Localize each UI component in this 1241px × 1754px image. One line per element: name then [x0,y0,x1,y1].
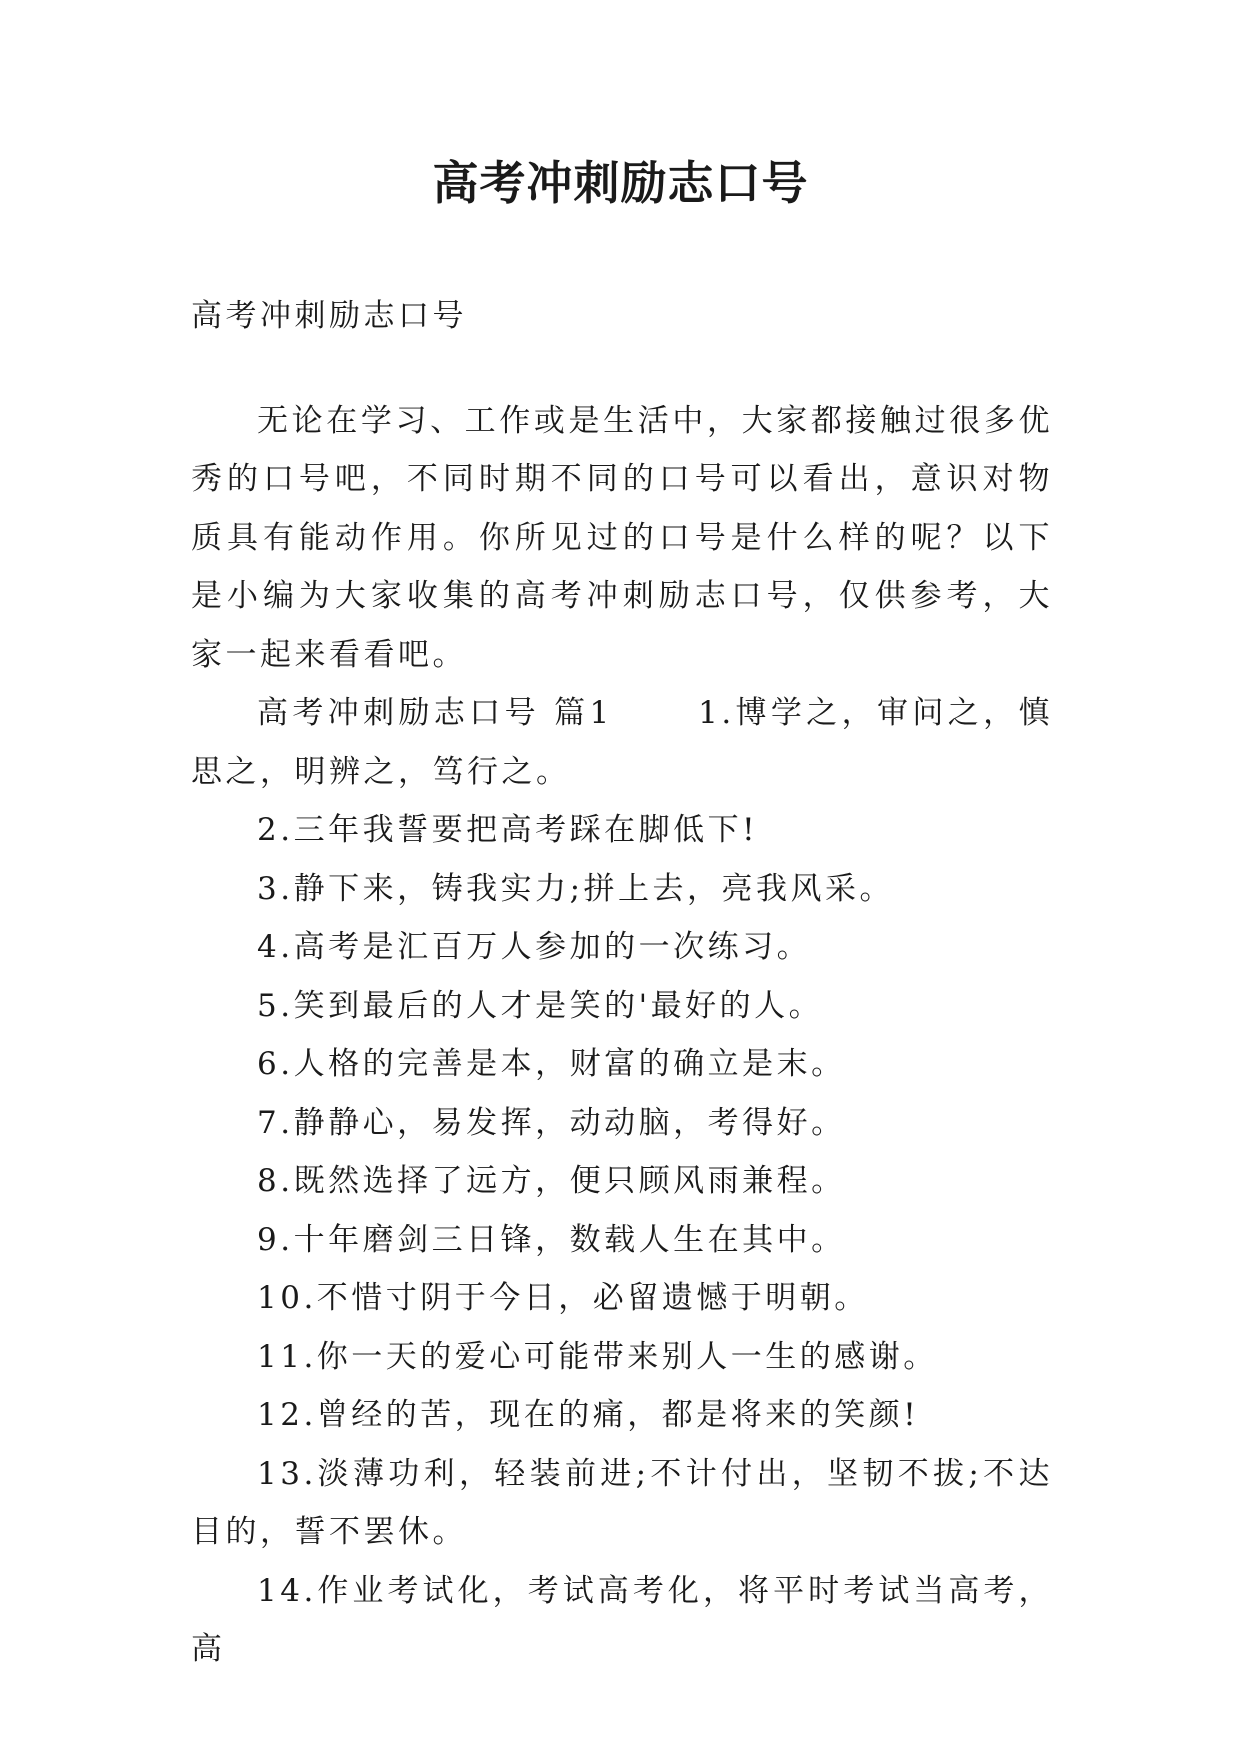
list-item: 12.曾经的苦，现在的痛，都是将来的笑颜! [257,1397,920,1433]
list-item: 11.你一天的爱心可能带来别人一生的感谢。 [257,1338,938,1375]
intro-paragraph: 无论在学习、工作或是生活中，大家都接触过很多优秀的口号吧，不同时期不同的口号可以看出，意识对物质具有能动作用。你所见过的口号是什么样的呢？以下是小编为大家收集的高考冲刺励志口号，仅供参考，大家一起来看看吧。 [191,402,1053,673]
list-item: 2.三年我誓要把高考踩在脚低下! [257,812,759,848]
list-item: 5.笑到最后的人才是笑的'最好的人。 [257,987,824,1024]
section-heading-paragraph [191,684,1053,801]
list-item: 14.作业考试化，考试高考化，将平时考试当高考，高 [191,1572,1053,1667]
list-item: 9.十年磨剑三日锋，数载人生在其中。 [257,1221,846,1258]
list-item: 1.博学之，审问之，慎思之，明辨之，笃行之。 [191,695,1054,790]
list-item: 13.淡薄功利，轻装前进;不计付出，坚韧不拔;不达目的，誓不罢休。 [191,1455,1053,1550]
document-subtitle: 高考冲刺励志口号 [191,298,467,334]
document-title: 高考冲刺励志口号 [432,156,809,210]
document-body [191,287,1053,1679]
list-item: 3.静下来，铸我实力;拼上去，亮我风采。 [257,870,895,907]
list-item: 7.静静心，易发挥，动动脑，考得好。 [257,1104,846,1141]
list-item: 10.不惜寸阴于今日，必留遗憾于明朝。 [257,1280,869,1316]
list-item: 4.高考是汇百万人参加的一次练习。 [257,929,812,965]
list-item: 6.人格的完善是本，财富的确立是末。 [257,1046,846,1082]
section-heading: 高考冲刺励志口号 篇1 [257,695,613,731]
list-item: 8.既然选择了远方，便只顾风雨兼程。 [257,1163,846,1199]
